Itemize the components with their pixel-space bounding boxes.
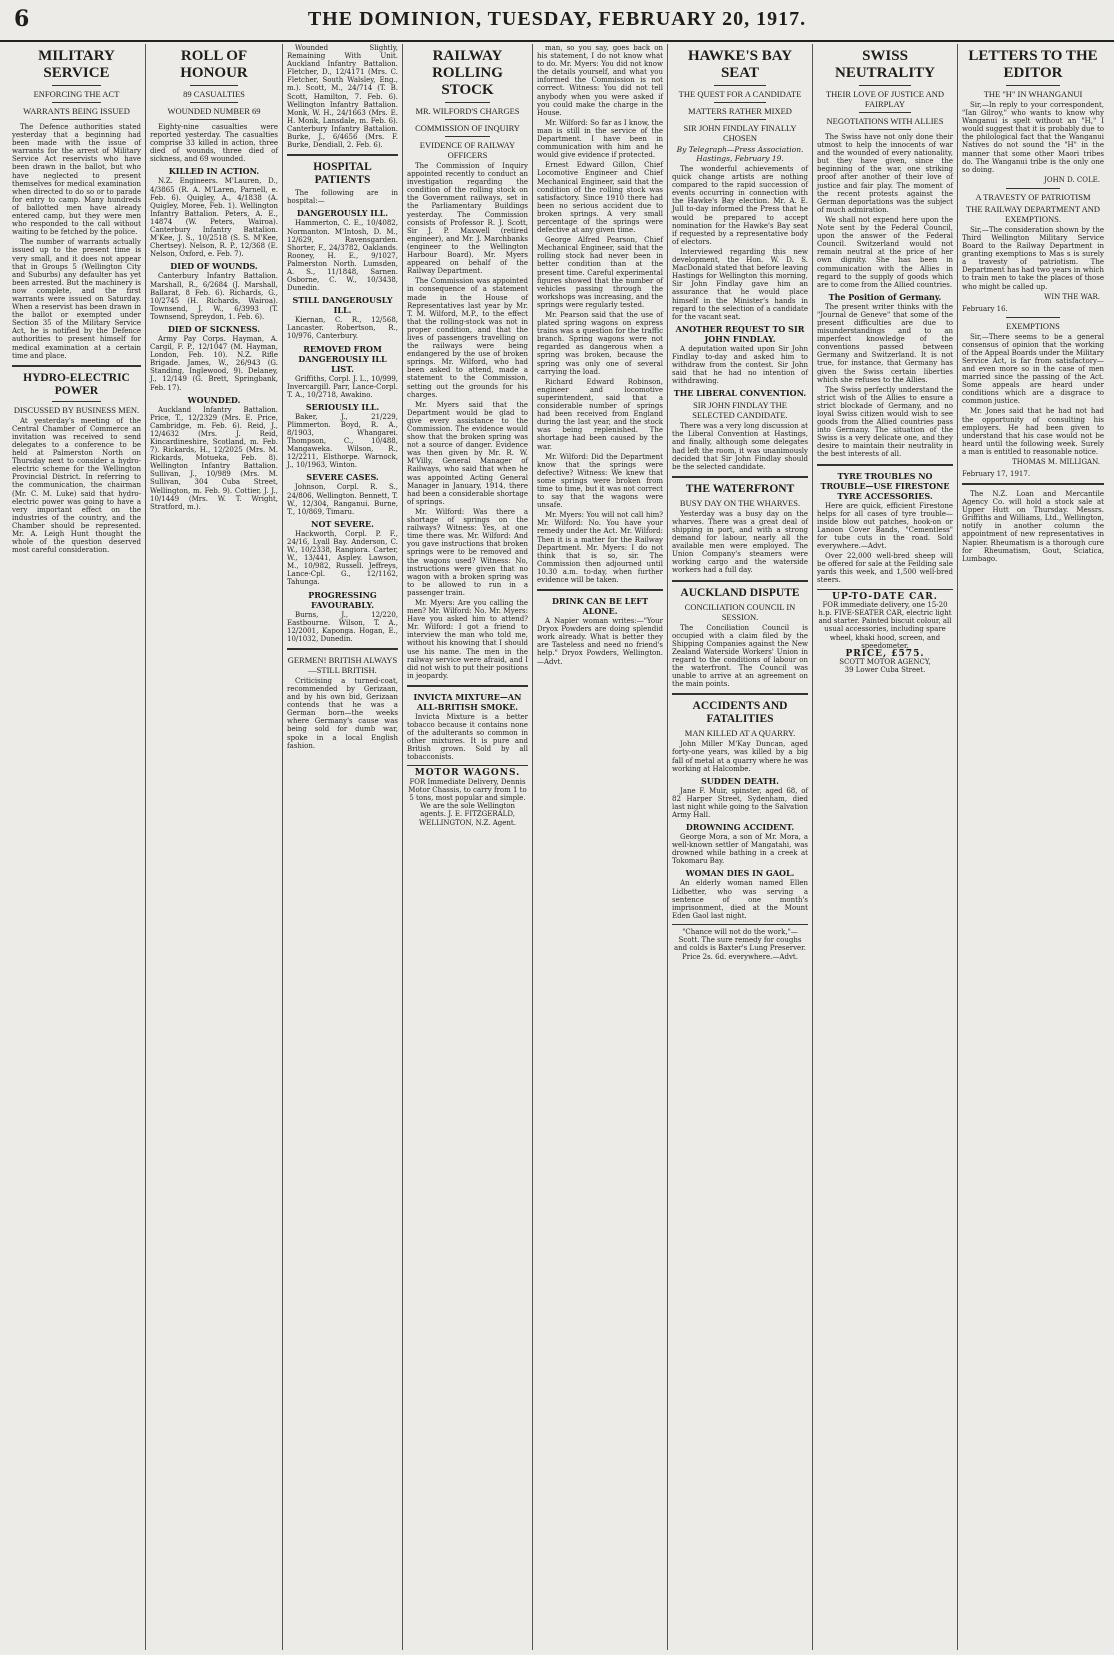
- columns: [8, 44, 1108, 1650]
- advert-firm: SCOTT MOTOR AGENCY,: [839, 658, 931, 667]
- article-body: A deputation waited upon Sir John Findlay to-day and asked him to withdraw from the contest. Sir John said that he had no intention of withdrawing.: [672, 344, 808, 386]
- article-body: Jane F. Muir, spinster, aged 68, of 82 Harper Street, Sydenham, died last night while going to the Salvation Army Hall.: [672, 786, 808, 819]
- letter-body: Sir,—In reply to your correspondent, "Ian Gilroy," who wants to know why Wanganui is spelt without an "H," I would suggest that it is probably due to the philological fact that the Wanganui Natives do not sound the "H" in the manner that some other Maori tribes do. The Wanganui tribe is the only one so doing.: [962, 101, 1104, 174]
- letter-body: Sir,—There seems to be a general consensus of opinion that the working of the Appeal Boards under the Military Service Act, is far from satisfactory—and even more so in the case of men married since the passing of the Act. Some appeals are heard under conditions which are a disgrace to common justice.: [962, 332, 1104, 406]
- patient-list: Hackworth, Corpl. P. F., 24/16, Lyall Bay. Anderson, C. W., 10/2338, Rangiora. Carter, W., 13/441, Aspley. Lawson, M., 10/982, Russell. Jeffreys, Lance-Cpl. G., 12/1162, Tahunga.: [287, 529, 398, 587]
- advert-motor-wagons: [407, 765, 528, 826]
- letter-body: Mr. Jones said that he had not had the opportunity of consulting his employers. He had been given to understand that his case would not be heard until the following week. Surely a man is entitled to reasonable notice.: [962, 407, 1104, 456]
- patient-list: Hammerton, C. E., 10/4082, Normanton. M'Intosh, D. M., 12/629, Ravensgarden. Shorter, F., 24/3782, Oaklands. Rooney, H. E., 9/1027, Palmerston North. Lumsden, A. S., 11/1848, Sarnen. Osborne, C. W., 10/3438, Dunedin.: [287, 219, 398, 293]
- article-body: Eighty-nine casualties were reported yesterday. The casualties comprise 33 killed in action, three died of wounds, three died of sickness, and 69 wounded.: [150, 123, 278, 164]
- subhead-business-men: DISCUSSED BY BUSINESS MEN.: [13, 404, 140, 415]
- letter-signature: WIN THE WAR.: [1044, 292, 1100, 301]
- patient-list: Griffiths, Corpl. J. L., 10/999, Invercargill. Parr, Lance-Corpl. T. A., 10/2718, Awakino.: [287, 374, 398, 399]
- subhead-findlay-chosen: SIR JOHN FINDLAY FINALLY CHOSEN: [683, 123, 797, 143]
- section-drowning: DROWNING ACCIDENT.: [685, 822, 795, 833]
- casualty-list: N.Z. Engineers. M'Lauren, D., 4/3865 (R. A. M'Laren, Parnell, e. Feb. 6). Quigley, A., 4/1838 (A. Quigley, Moree, Feb. 1). Wellington Infantry Battalion. Peters, A. E., 14874 (W. Peters, Wairoa). Canterbury Infantry Battalion. M'Kee, J. S., 10/2518 (S. S. M'Kee, Chertsey). Nelson, R. P., 12/368 (E. Nelson, Oxford, e. Feb. 7).: [150, 177, 278, 259]
- column-railway-rolling-stock: [403, 44, 533, 1650]
- subhead-wounded: WOUNDED NUMBER 69: [167, 106, 261, 116]
- column-railway-continued: [533, 44, 668, 1650]
- subhead-justice: THEIR LOVE OF JUSTICE AND FAIRPLAY: [825, 89, 945, 109]
- article-body: George Mora, a son of Mr. Mora, a well-known settler of Mangatahi, was drowned while bathing in a creek at Tokomaru Bay.: [672, 833, 808, 866]
- subhead-whanganui: THE "H" IN WHANGANUI: [983, 89, 1083, 99]
- article-body: John Miller M'Kay Duncan, aged forty-one years, was killed by a big fall of metal at a quarry where he was working at Halcombe.: [672, 740, 808, 773]
- article-body: Criticising a turned-coat, recommended by Gerizaan, and by his own bid, Gerizaan contends that he was a German born—the weeks where Germany's cause was being sold for dumb war, spoke in a local English fashion.: [287, 676, 398, 750]
- casualty-list: Wounded Slightly, Remaining With Unit. Auckland Infantry Battalion. Fletcher, D., 12/4171 (Mrs. C. Fletcher, South Walsley, Eng., m.). Scott, M., 24/714 (T. B. Scott, Hamilton, 7. Feb. 6). Wellington Infantry Battalion. Monk, W. H., 24/1663 (Mrs. E. H. Monk, Lansdale, m. Feb. 6). Canterbury Infantry Battalion. Burke, J., 6/4656 (Mrs. F. Burke, Dendiall, 2. Feb. 6).: [287, 44, 398, 150]
- column-military-service: [8, 44, 146, 1650]
- article-body: The Commission was appointed in consequence of a statement made in the House of Representatives last year by Mr. T. M. Wilford, M.P., to the effect that the rolling-stock was not in proper condition, and that the lives of passengers travelling on the railways were being endangered by the use of broken springs. Mr. Wilford, who had been asked to attend, made a statement to the Commission, setting out the grounds for his charges.: [407, 277, 528, 399]
- section-sudden-death: SUDDEN DEATH.: [701, 775, 779, 786]
- article-body: The wonderful achievements of quick change artists are nothing compared to the rapid succession of events occurring in connection with the Hawke's Bay election. Mr. A. E. Jull to-day informed the Press that he would be prepared to accept nomination for the Hawke's Bay seat if requested by a representative body of electors.: [672, 165, 808, 246]
- advert-price: PRICE, £575.: [845, 648, 925, 659]
- advert-up-to-date-car: [817, 589, 953, 675]
- subhead-mixed: MATTERS RATHER MIXED: [688, 106, 792, 116]
- article-body: Mr. Wilford: So far as I know, the man is still in the service of the Department. I have been in communication with him and he would give evidence if protected.: [537, 118, 663, 160]
- masthead: [0, 0, 1114, 42]
- subhead-conciliation: CONCILIATION COUNCIL IN SESSION.: [684, 601, 796, 622]
- headline-hospital-patients: HOSPITAL PATIENTS: [313, 161, 372, 187]
- advert-firestone-heading: TYRE TROUBLES NO TROUBLE—USE FIRESTONE TYRE ACCESSORIES.: [820, 470, 950, 501]
- letter-signature: THOMAS M. MILLIGAN.: [1012, 458, 1100, 466]
- headline-letters: LETTERS TO THE EDITOR: [968, 48, 1098, 81]
- section-died-of-wounds: DIED OF WOUNDS.: [170, 261, 258, 272]
- patient-list: Burns, J., 12/220, Eastbourne. Wilson, T. A., 12/2001, Kaponga. Hogan, E., 10/1032, Dunedin.: [287, 610, 398, 643]
- column-roll-of-honour: [146, 44, 283, 1650]
- article-body: Mr. Wilford: Did the Department know that the springs were defective? Witness: We knew that some springs were broken from time to time, but it was not correct to say that the wagons were unsafe.: [537, 452, 663, 510]
- letter-date: February 16.: [962, 304, 1008, 313]
- article-body: We shall not expend here upon the Note sent by the Federal Council, upon the answer of the Federal Council. Switzerland would not remain neutral at the price of her own dignity. She has been in communication with the Allies in regard to the supply of goods which are to come from the Allied countries.: [817, 215, 953, 289]
- column-hawkes-bay-seat: [668, 44, 813, 1650]
- article-body: Ernest Edward Gillon, Chief Locomotive Engineer and Chief Mechanical Engineer, said that the condition of the rolling stock was satisfactory. Since 1910 there had been no serious accident due to broken springs. A very small percentage of the springs were defective at any given time.: [537, 161, 663, 235]
- article-body: An elderly woman named Ellen Lidbetter, who was serving a sentence of one month's imprisonment, died at the Mount Eden Gaol last night.: [672, 879, 808, 920]
- advert-heading: MOTOR WAGONS.: [414, 768, 521, 779]
- casualty-list: Army Pay Corps. Hayman, A. Cargil, F. P., 12/1047 (M. Hayman, London, Feb. 10). N.Z. Rifle Brigade. James, W., 26/943 (G. Standing, Inglewood, 9). Delaney, J., 12/149 (G. Brett, Springbank, Feb. 17).: [150, 334, 278, 392]
- article-body: Mr. Wilford: Was there a shortage of springs on the railways? Witness: Yes, at one time there was. Mr. Wilford: And you gave instructions that broken springs were to be removed and the wagons used? Witness: No, instructions were given that no wagon with a broken spring was to be allowed to run in a passenger train.: [407, 507, 528, 597]
- headline-auckland-dispute: AUCKLAND DISPUTE: [680, 586, 800, 599]
- article-body: Mr. Myers: You will not call him? Mr. Wilford: No. You have your remedy under the Act. Mr. Wilford: Then it is a matter for the Railway Department. Mr. Myers: I do not think that is so, sir. The Commission then adjourned until 10.30 a.m. to-day, when further evidence will be taken.: [537, 511, 663, 584]
- article-body: The present writer thinks with the "Journal de Geneve" that some of the present difficulties are due to misunderstandings and to an imperfect knowledge of the conventions passed between Germany and Switzerland. It is not true, for instance, that Germany has given the Swiss certain liberties which she refuses to the Allies.: [817, 302, 953, 384]
- subhead-quarry: MAN KILLED AT A QUARRY.: [684, 728, 796, 739]
- article-body: At yesterday's meeting of the Central Chamber of Commerce an invitation was received to send delegates to a conference to be held at Palmerston North on Thursday next to consider a hydro-electric scheme for the Wellington Provincial District. In referring to the communication, the chairman (Mr. C. M. Luke) said that hydro-electric power was going to have a very important effect on the industries of the country, and the Chamber should be represented. Mr. A. Leigh Hunt thought the whole of the question deserved most careful consideration.: [12, 416, 141, 555]
- notice-invicta: Invicta Mixture is a better tobacco because it contains none of the adulterants so common in other mixtures. It is pure and British grown. Sold by all tobacconists.: [407, 712, 528, 762]
- article-body: Mr. Pearson said that the use of plated spring wagons on express trains was a question for the traffic branch. Spring wagons were not regarded as dangerous when a spring was broken, because the spring was only one of several carrying the load.: [537, 311, 663, 376]
- section-seriously-ill: SERIOUSLY ILL.: [305, 401, 380, 412]
- casualty-list: Canterbury Infantry Battalion. Marshall, R., 6/2684 (J. Marshall, Ballarat, 8 Feb. 6). Richards, G., 10/2745 (H. Richards, Wairoa). Townsend, J. W., 6/3993 (T. Townsend, Spreydon, 1. Feb. 6).: [150, 272, 278, 321]
- letter-date: February 17, 1917.: [962, 470, 1031, 478]
- section-position-of-germany: The Position of Germany.: [828, 291, 942, 302]
- article-body: The number of warrants actually issued up to the present time is very small, and it does not appear that in Groups 5 (Wellington City and Suburbs) any defaulter has yet been arrested. But the machinery is now complete, and the first warrants were issued on Saturday. When a reservist has been drawn in the ballot or exempted under Section 35 of the Military Service Act, he is notified by the Defence authorities to present himself for medical examination at a certain time and place.: [12, 238, 141, 360]
- notice-drink: A Napier woman writes:—"Your Dryox Powders are doing splendid work already. What is better they are Tasteless and need no friend's help." Dryox Powders, Wellington.—Advt.: [537, 617, 663, 666]
- subhead-negotiations: NEGOTIATIONS WITH ALLIES: [826, 116, 944, 126]
- headline-roll-of-honour: ROLL OF HONOUR: [180, 48, 248, 81]
- headline-swiss-neutrality: SWISS NEUTRALITY: [834, 48, 936, 81]
- letter-signature: JOHN D. COLE.: [1044, 175, 1100, 184]
- section-another-request: ANOTHER REQUEST TO SIR JOHN FINDLAY.: [675, 323, 805, 344]
- section-wounded: WOUNDED.: [187, 394, 241, 405]
- casualty-list: Auckland Infantry Battalion. Price, T., 12/2329 (Mrs. E. Price, Cambridge, m. Feb. 6). Reid, J., 12/4632 (Mrs. J. Reid, Kincardineshire, Scotland, m. Feb. 7). Rickards, H., 12/2025 (Mrs. M. Rickards, Motueka, Feb. 8). Wellington Infantry Battalion. Sullivan, J., 10/989 (Mrs. M. Sullivan, 304 Cuba Street, Wellington, m. Feb. 9). Cottier, J. J., 10/1449 (Mrs. W. T. Wright, Stratford, m.).: [150, 405, 278, 511]
- article-body: There was a very long discussion at the Liberal Convention at Hastings, and finally, although some delegates had left the room, it was unanimously decided that Sir John Findlay should be the selected candidate.: [672, 422, 808, 471]
- subhead-selected: SIR JOHN FINDLAY THE SELECTED CANDIDATE.: [692, 400, 788, 421]
- section-dangerously-ill: DANGEROUSLY ILL.: [296, 208, 389, 219]
- section-removed: REMOVED FROM DANGEROUSLY ILL LIST.: [298, 343, 387, 374]
- patient-list: Johnson, Corpl. R. S., 24/806, Wellington. Bennett, T. W., 12/304, Ranganui. Burne, T., 10/869, Timaru.: [287, 483, 398, 516]
- notice-drink-heading: DRINK CAN BE LEFT ALONE.: [551, 596, 649, 617]
- section-died-of-sickness: DIED OF SICKNESS.: [167, 323, 261, 334]
- newspaper-title: THE DOMINION, TUESDAY, FEBRUARY 20, 1917.: [307, 8, 807, 30]
- article-body: The Defence authorities stated yesterday that a beginning had been made with the issue of warrants for the arrest of Military Service Act reservists who have been drawn in the ballot, but who have neglected to present themselves for medical examination when directed to do so or to parade for entry to camp. Many hundreds of ballotted men have already entered camp, but they were men who responded to the call without waiting to be fetched by the police.: [12, 123, 141, 237]
- column-hospital-patients: [283, 44, 403, 1650]
- subhead-busy-day: BUSY DAY ON THE WHARVES.: [679, 497, 801, 508]
- subhead-evidence: EVIDENCE OF RAILWAY OFFICERS: [419, 140, 516, 160]
- section-liberal-convention: THE LIBERAL CONVENTION.: [673, 388, 807, 399]
- subhead-commission: COMMISSION OF INQUIRY: [415, 123, 520, 133]
- column-swiss-neutrality: [813, 44, 958, 1650]
- subhead-railway-exemptions: THE RAILWAY DEPARTMENT AND EXEMPTIONS.: [966, 203, 1100, 224]
- article-body: George Alfred Pearson, Chief Mechanical Engineer, said that the rolling stock had never been in better condition than at the present time. Careful experimental figures showed that the number of vehicles passing through the workshops was increasing, and the springs were regularly tested.: [537, 236, 663, 309]
- section-gaol: WOMAN DIES IN GAOL.: [685, 868, 795, 879]
- column-letters-to-editor: [958, 44, 1108, 1650]
- headline-waterfront: THE WATERFRONT: [685, 482, 795, 495]
- article-body: The Conciliation Council is occupied with a claim filed by the Shipping Companies against the New Zealand Waterside Workers' Union in regard to the conditions of labour on the waterfront. The Council was unable to arrive at an agreement on the main points.: [672, 623, 808, 689]
- subhead-exemptions: EXEMPTIONS: [1006, 320, 1060, 331]
- subhead-wilford-charges: MR. WILFORD'S CHARGES: [415, 106, 520, 116]
- subhead-quest: THE QUEST FOR A CANDIDATE: [678, 89, 802, 99]
- article-body: The Commission of Inquiry appointed recently to conduct an investigation regarding the condition of the rolling stock on the Government railways, set in the Parliamentary Buildings yesterday. The Commission consists of Professor R. J. Scott, Sir J. P. Maxwell (retired engineer), and Mr. J. Marchbanks (engineer to the Wellington Harbour Board). Mr. Myers appeared on behalf of the Railway Department.: [407, 162, 528, 276]
- advert-lung-preserver: "Chance will not do the work,"—Scott. The sure remedy for coughs and colds is Baxter's Lung Preserver. Price 2s. 6d. everywhere.—Advt.: [672, 924, 808, 961]
- headline-hawkes-bay: HAWKE'S BAY SEAT: [687, 48, 793, 81]
- article-body: The Swiss perfectly understand the strict wish of the Allies to ensure a strict blockade of Germany, and no loyal Swiss citizen would wish to see goods from the Allied countries pass into Germany. The situation of the Swiss is a very delicate one, and they desire to maintain their neutrality in the best interests of all.: [817, 385, 953, 459]
- patient-list: Kiernan, C. R., 12/568, Lancaster. Robertson, R., 10/976, Canterbury.: [287, 316, 398, 341]
- subhead-german-entry: GERMEN! BRITISH ALWAYS—STILL BRITISH.: [287, 654, 398, 675]
- article-body: The following are in hospital:—: [287, 189, 398, 206]
- article-body: man, so you say, goes back on his statement, I do not know what to do. Mr. Myers: You did not know the details yourself, and what you informed the Commission is not correct. Witness: You did not tell anybody when you were asked if you could make the charge in the House.: [537, 44, 663, 117]
- section-severe-cases: SEVERE CASES.: [306, 472, 379, 483]
- subhead-warrants: WARRANTS BEING ISSUED: [23, 106, 130, 116]
- article-body: Yesterday was a busy day on the wharves. There was a great deal of shipping in port, and with a strong demand for labour, nearly all the available men were employed. The Union Company's steamers were working cargo and the waterside workers had a full day.: [672, 509, 808, 575]
- subhead-casualties: 89 CASUALTIES: [183, 89, 245, 99]
- article-body: Mr. Myers: Are you calling the men? Mr. Wilford: No. Mr. Myers: Have you asked him to attend? Mr. Wilford: I got a friend to interview the man who told me, without his knowing that I should use his name. The men in the railway service were afraid, and I did not wish to put their positions in jeopardy.: [407, 598, 528, 680]
- advert-body: FOR immediate delivery, one 15-20 h.p. FIVE-SEATER CAR, electric light and starter. Painted biscuit colour, all usual accessories, including spare wheel, khaki hood, screen, and speedometer.: [818, 600, 952, 650]
- headline-military-service: MILITARY SERVICE: [38, 48, 115, 81]
- advert-address: 39 Lower Cuba Street.: [844, 666, 926, 675]
- letter-body: Sir,—The consideration shown by the Third Wellington Military Service Board to the Railway Department in granting exemptions to Mas s is surely a travesty of patriotism. The Department has had two years in which to train men to take the places of those who might be called up.: [962, 225, 1104, 291]
- advert-body: FOR Immediate Delivery, Dennis Motor Chassis, to carry from 1 to 5 tons, most popular and simple. We are the sole Wellington agents. J. E. FITZGERALD, WELLINGTON, N.Z. Agent.: [408, 777, 527, 827]
- article-body: The Swiss have not only done their utmost to help the innocents of war and the wounded of every nationality, but they have given, since the beginning of the war, one striking proof after another of their love of justice and fair play. The moment of the recent protests against the German deportations was the subject of much admiration.: [817, 133, 953, 214]
- article-body: Interviewed regarding this new development, the Hon. W. D. S. MacDonald stated that before leaving Hastings for Wellington this morning, Sir John Findlay gave him an assurance that he would place himself in the Minister's hands in regard to the selection of a candidate for the vacant seat.: [672, 247, 808, 321]
- article-body: Mr. Myers said that the Department would be glad to give every assistance to the Commission. The evidence would show that the broken spring was not a source of danger. Evidence was then given by Mr. R. W. M'Villy, General Manager of Railways, who said that when he was appointed Acting General Manager in January, 1914, there had been a considerable shortage of springs.: [407, 400, 528, 506]
- headline-hydro-electric: HYDRO-ELECTRIC POWER: [23, 371, 130, 397]
- dateline: By Telegraph—Press Association. Hastings, February 19.: [676, 145, 804, 163]
- section-killed: KILLED IN ACTION.: [168, 166, 260, 177]
- notice-invicta-heading: INVICTA MIXTURE—AN ALL-BRITISH SMOKE.: [413, 691, 522, 712]
- headline-accidents: ACCIDENTS AND FATALITIES: [692, 700, 788, 726]
- section-not-severe: NOT SEVERE.: [311, 518, 374, 529]
- advert-heading: UP-TO-DATE CAR.: [832, 591, 938, 602]
- patient-list: Baker, J., 21/229, Plimmerton. Boyd, R. A., 8/1903, Whangarei. Thompson, C., 10/488, Mangaweka. Wilson, R., 12/2211, Elsthorpe. Warnock, J., 10/1963, Winton.: [287, 412, 398, 470]
- advert-firestone: Here are quick, efficient Firestone helps for all cases of tyre trouble—inside blow out patches, hook-on or Lanoon Cover Bands, "Cementless" for tube cuts in the road. Sold everywhere.—Advt.: [817, 501, 953, 551]
- subhead-enforcing: ENFORCING THE ACT: [33, 89, 120, 99]
- notices-body: The N.Z. Loan and Mercantile Agency Co. will hold a stock sale at Upper Hutt on Thursday. Messrs. Griffiths and Williams, Ltd., Wellington, notify in another column the appointment of new representatives in Napier. Rheumatism is a thorough cure for Rheumatism, Gout, Sciatica, Lumbago.: [962, 490, 1104, 563]
- section-still-dangerously-ill: STILL DANGEROUSLY ILL.: [292, 295, 393, 316]
- page-number: 6: [14, 6, 30, 32]
- subhead-travesty: A TRAVESTY OF PATRIOTISM: [975, 191, 1091, 202]
- notice-sheep-sale: Over 22,000 well-bred sheep will be offered for sale at the Feilding sale yards this week, and 1,500 well-bred steers.: [817, 552, 953, 585]
- article-body: Richard Edward Robinson, engineer and locomotive superintendent, said that a considerable number of springs had been received from England during the last year, and the stock was being replenished. The shortage had been caused by the war.: [537, 377, 663, 451]
- headline-railway-rolling-stock: RAILWAY ROLLING STOCK: [432, 48, 503, 98]
- section-progressing: PROGRESSING FAVOURABLY.: [308, 589, 377, 610]
